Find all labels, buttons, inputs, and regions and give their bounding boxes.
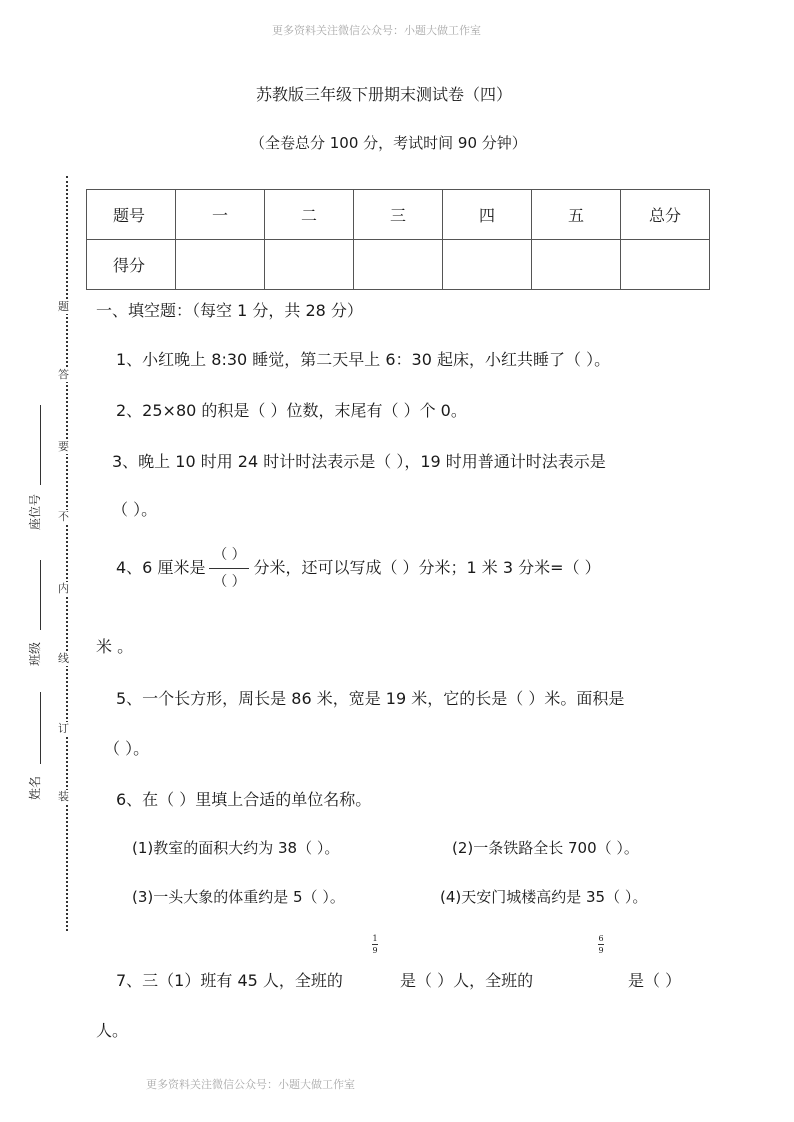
question-7-part-b: 是（ ）人，全班的 (400, 971, 534, 990)
fraction-numerator: 6 (598, 934, 604, 943)
question-5-cont: （ ）。 (104, 739, 150, 758)
class-label: 班级 (28, 641, 42, 666)
question-3: 3、晚上 10 时用 24 时计时法表示是（ ），19 时用普通计时法表示是 (112, 452, 606, 471)
name-line[interactable] (40, 692, 41, 764)
question-6-item-2: (2)一条铁路全长 700（ ）。 (452, 839, 639, 857)
question-1: 1、小红晚上 8:30 睡觉，第二天早上 6：30 起床，小红共睡了（ ）。 (116, 350, 611, 369)
seat-number-label: 座位号 (28, 493, 42, 530)
question-4-post: 分米，还可以写成（ ）分米；1 米 3 分米=（ ） (253, 558, 601, 577)
question-3-cont: （ ）。 (112, 500, 158, 519)
score-header-cell: 总分 (621, 190, 710, 240)
question-7-part-a: 7、三（1）班有 45 人，全班的 (116, 971, 343, 990)
fraction-denominator: （ ） (213, 574, 246, 590)
page-title: 苏教版三年级下册期末测试卷（四） (256, 85, 513, 104)
class-line[interactable] (40, 560, 41, 630)
score-header-cell: 二 (265, 190, 354, 240)
score-table (86, 189, 710, 290)
score-header-cell: 三 (354, 190, 443, 240)
question-6-item-4: (4)天安门城楼高约是 35（ ）。 (440, 888, 648, 906)
score-row-label: 得分 (87, 240, 176, 290)
binding-char: 装 (58, 790, 69, 803)
name-label: 姓名 (28, 775, 42, 800)
score-cell[interactable] (265, 240, 354, 290)
score-header-cell: 五 (532, 190, 621, 240)
score-header-cell: 四 (443, 190, 532, 240)
fraction-denominator: 9 (598, 946, 604, 955)
question-7-cont: 人。 (96, 1021, 129, 1040)
score-header-cell: 题号 (87, 190, 176, 240)
watermark-bottom: 更多资料关注微信公众号：小题大做工作室 (146, 1078, 355, 1091)
question-7-part-c: 是（ ） (628, 971, 682, 990)
fraction-denominator: 9 (372, 946, 378, 955)
binding-char: 内 (58, 582, 69, 595)
binding-char: 订 (58, 722, 69, 735)
question-6: 6、在（ ）里填上合适的单位名称。 (116, 790, 372, 809)
score-header-cell: 一 (176, 190, 265, 240)
fraction-numerator: （ ） (213, 547, 246, 563)
binding-char: 线 (58, 652, 69, 665)
score-cell[interactable] (621, 240, 710, 290)
binding-char: 不 (58, 510, 69, 523)
watermark-top: 更多资料关注微信公众号：小题大做工作室 (272, 24, 481, 37)
fraction-numerator: 1 (372, 934, 378, 943)
question-4 (116, 546, 601, 591)
fraction-bar (209, 568, 249, 569)
binding-char: 要 (58, 440, 69, 453)
binding-dotted-line (66, 176, 68, 931)
binding-char: 答 (58, 368, 69, 381)
question-4-cont: 米 。 (96, 637, 134, 656)
fraction-bar (372, 944, 378, 945)
score-cell[interactable] (176, 240, 265, 290)
section-heading: 一、填空题：（每空 1 分，共 28 分） (96, 301, 363, 320)
question-6-item-3: (3)一头大象的体重约是 5（ ）。 (132, 888, 345, 906)
score-table-header-row (87, 190, 710, 240)
score-cell[interactable] (354, 240, 443, 290)
question-4-pre: 4、6 厘米是 (116, 558, 206, 577)
seat-number-line[interactable] (40, 405, 41, 485)
question-7-fraction-1 (372, 934, 378, 955)
fraction-bar (598, 944, 604, 945)
score-table-score-row (87, 240, 710, 290)
question-2: 2、25×80 的积是（ ）位数，末尾有（ ）个 0。 (116, 401, 467, 420)
question-5: 5、一个长方形，周长是 86 米，宽是 19 米，它的长是（ ）米。面积是 (116, 689, 625, 708)
page-subtitle: （全卷总分 100 分，考试时间 90 分钟） (250, 134, 527, 152)
score-cell[interactable] (443, 240, 532, 290)
score-cell[interactable] (532, 240, 621, 290)
question-7-fraction-2 (598, 934, 604, 955)
question-6-item-1: (1)教室的面积大约为 38（ ）。 (132, 839, 340, 857)
binding-char: 题 (58, 300, 69, 313)
question-4-fraction (209, 546, 249, 591)
